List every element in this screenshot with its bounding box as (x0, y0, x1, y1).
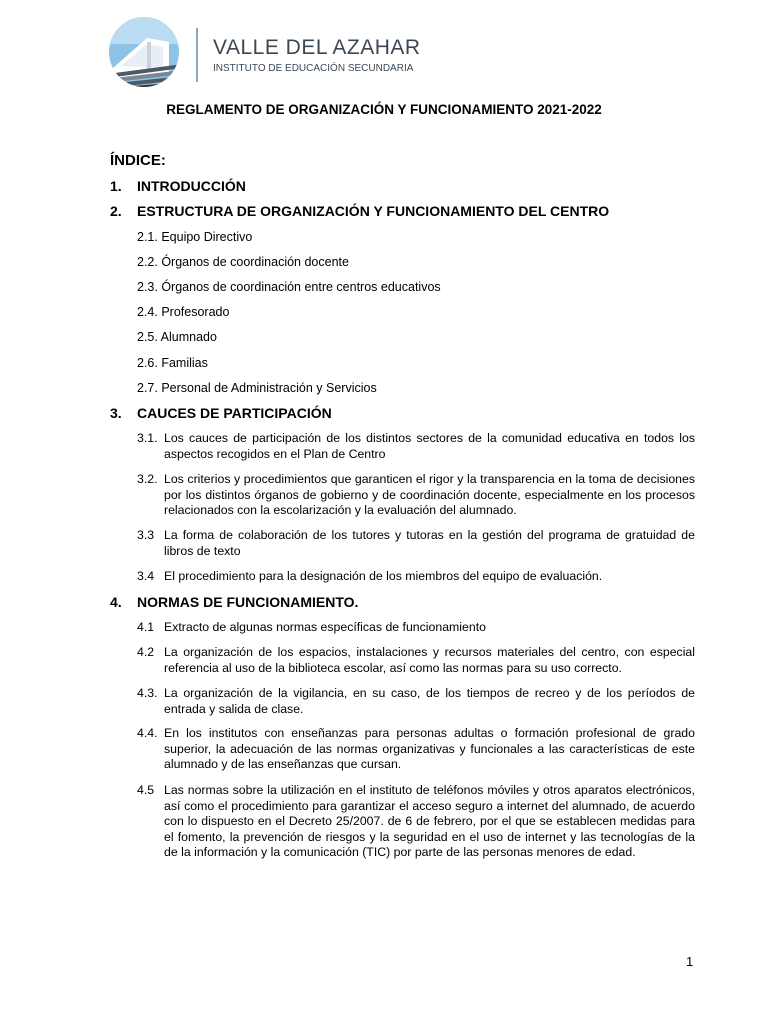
index-item (137, 726, 695, 773)
section-number: 3. (110, 405, 122, 421)
item-text: La forma de colaboración de los tutores y tutoras en la gestión del programa de gratuidad de libros de texto (164, 528, 695, 558)
item-text: El procedimiento para la designación de los miembros del equipo de evaluación. (164, 569, 603, 583)
index-item (137, 472, 695, 519)
logo-name: VALLE DEL AZAHAR (213, 36, 421, 59)
page-number: 1 (686, 954, 694, 969)
logo-divider (196, 28, 198, 82)
index-item (137, 569, 695, 585)
section-heading (110, 594, 358, 610)
index-item (137, 783, 695, 861)
index-item (137, 686, 695, 717)
index-subitem: 2.6. Familias (137, 356, 208, 370)
document-title: REGLAMENTO DE ORGANIZACIÓN Y FUNCIONAMIENTO 2021-2022 (166, 102, 602, 117)
section-heading (110, 405, 332, 421)
index-subitem: 2.7. Personal de Administración y Servicios (137, 381, 377, 395)
index-item (137, 645, 695, 676)
section-title: ESTRUCTURA DE ORGANIZACIÓN Y FUNCIONAMIENTO DEL CENTRO (137, 203, 610, 219)
section-title: CAUCES DE PARTICIPACIÓN (137, 405, 332, 421)
index-item (137, 431, 695, 462)
index-subitem: 2.2. Órganos de coordinación docente (137, 255, 349, 269)
item-number: 3.1. (137, 431, 158, 445)
item-number: 3.3 (137, 528, 155, 542)
section-heading (110, 203, 609, 219)
section-number: 1. (110, 178, 122, 194)
item-number: 4.4. (137, 726, 158, 740)
item-number: 4.3. (137, 686, 158, 700)
section-title: NORMAS DE FUNCIONAMIENTO. (137, 594, 359, 610)
item-text: Los criterios y procedimientos que garanticen el rigor y la transparencia en la toma de decisiones por los distintos órganos de gobierno y de coordinación docente, especialmente en los procesos relacionados con la escolarización y la evaluación del alumnado. (164, 472, 695, 517)
item-number: 3.4 (137, 569, 155, 583)
item-number: 4.5 (137, 783, 155, 797)
item-text: La organización de la vigilancia, en su caso, de los tiempos de recreo y de los períodos de entrada y salida de clase. (164, 686, 695, 716)
index-heading: ÍNDICE: (110, 152, 166, 169)
item-text: En los institutos con enseñanzas para personas adultas o formación profesional de grado superior, la adecuación de las normas organizativas y funcionales a las características de este alumnado y de las enseñanzas que cursan. (164, 726, 695, 771)
item-number: 4.1 (137, 620, 155, 634)
item-text: Las normas sobre la utilización en el instituto de teléfonos móviles y otros aparatos electrónicos, así como el procedimiento para garantizar el acceso seguro a internet del alumnado, de acuerdo con lo dispuesto en el Decreto 25/2007. de 6 de febrero, por el que se establecen medidas para el fomento, la prevención de riesgos y la seguridad en el uso de internet y las tecnologías de la de la información y la comunicación (TIC) por parte de las personas menores de edad. (164, 783, 695, 859)
section-number: 4. (110, 594, 122, 610)
item-number: 3.2. (137, 472, 158, 486)
index-item (137, 528, 695, 559)
school-logo (107, 16, 421, 88)
index-subitem: 2.3. Órganos de coordinación entre centros educativos (137, 280, 441, 294)
item-text: Extracto de algunas normas específicas de funcionamiento (164, 620, 486, 634)
index-subitem: 2.1. Equipo Directivo (137, 230, 253, 244)
item-text: La organización de los espacios, instalaciones y recursos materiales del centro, con especial referencia al uso de la biblioteca escolar, así como las normas para su uso correcto. (164, 645, 695, 675)
logo-subtitle: INSTITUTO DE EDUCACIÓN SECUNDARIA (213, 63, 414, 74)
section-number: 2. (110, 203, 122, 219)
index-item (137, 620, 695, 636)
index-subitem: 2.5. Alumnado (137, 330, 217, 344)
section-title: INTRODUCCIÓN (137, 178, 246, 194)
school-building-icon (107, 16, 183, 88)
index-subitem: 2.4. Profesorado (137, 305, 230, 319)
item-text: Los cauces de participación de los distintos sectores de la comunidad educativa en todos los aspectos recogidos en el Plan de Centro (164, 431, 695, 461)
item-number: 4.2 (137, 645, 155, 659)
section-heading (110, 178, 246, 194)
